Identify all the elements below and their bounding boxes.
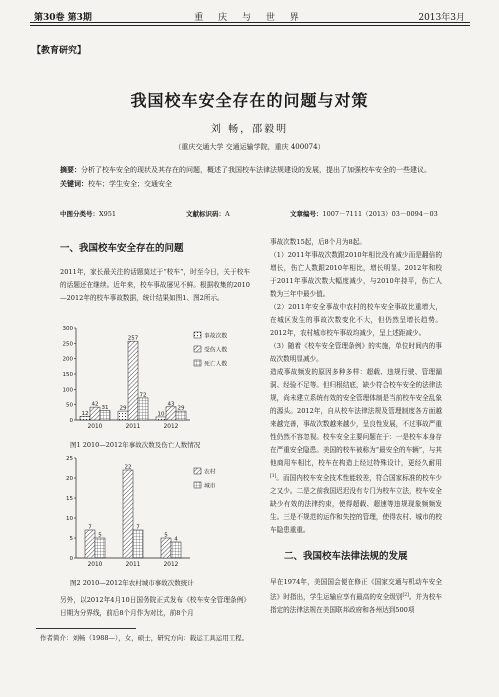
keywords: 关键词：校车；学生安全；交通安全 [60,179,172,188]
data-label: 72 [139,392,147,399]
data-label: 22 [124,464,132,471]
affiliation: （重庆交通大学 交通运输学院，重庆 400074） [174,143,325,151]
right-paragraph-5: 造成事故频发的原因多种多样：超载、违规行驶、管理漏洞、经验不足等。但归根结底，缺少符合校车安全的法律法规，尚未建立系统有效的安全管理体制是当前校车安全乱象的源头。2012年，自从校车法律法规及管理制度各方面越来越完善，事故次数越来越少，呈良性发展，不过事故严重性仍然不容忽视。校车安全主要问题在于：一是校车本身存在严重安全隐患。美国的校车被称为“最安全的车辆”，与其他商用车相比，校车在构造上经过特殊设计，更经久耐用[1]。而国内校车安全技术性能较差，符合国家标准的校车少之又少。二是之前我国迟迟没有专门为校车立法，校车安全缺少有效的法律约束，使得超载、超速等违规现象频频发生。三是不规范的运作和失控的管理，使得农村、城市的校车隐患重重。 [270,368,442,535]
left-paragraph-1: 2011年，家长最关注的话题莫过于“校车”，时至今日，关于校车的话题还在继续。近年来，校车事故屡见不鲜。根据收集的2010—2012年的校车事故数据，统计结果如图1、图2所示。 [60,268,250,302]
bar-死亡人数-2011 [138,398,148,420]
y-tick-label: 0 [69,418,73,424]
y-tick-label: 25 [66,456,73,462]
y-tick-label: 150 [62,372,73,378]
right-paragraph-3: （2）2011年安全事故中农村的校车安全事故比重增大，在城区发生的事故次数变化不大，但仍然呈增长趋势。2012年，农村城市校车事故均减少，呈上述距减少。 [270,303,442,337]
bar-受伤人数-2010 [90,407,100,420]
legend-swatch [194,482,201,488]
section-heading-2: 二、我国校车法律法规的发展 [284,551,408,562]
bar-死亡人数-2010 [100,410,110,420]
section-heading-1: 一、我国校车安全存在的问题 [60,243,184,254]
data-label: 29 [119,405,127,412]
x-tick-label: 2011 [125,562,141,568]
legend-label: 事故次数 [204,333,228,340]
bar-农村-2010 [85,530,95,558]
author-footnote: 作者简介：刘畅（1988—），女，硕士，研究方向：载运工具运用工程。 [40,634,249,642]
header-rule-thin [30,25,470,26]
figure-1-chart [52,322,252,438]
data-label: 42 [91,401,99,408]
legend-swatch [194,360,201,366]
x-tick-label: 2010 [87,424,103,430]
x-tick-label: 2011 [125,424,141,430]
legend-swatch [194,468,201,474]
data-label: 10 [157,411,165,418]
legend-label: 死亡人数 [204,361,228,368]
y-tick-label: 250 [62,341,73,348]
y-tick-label: 0 [69,556,73,562]
citation-1: [1] [270,474,277,479]
bar-农村-2012 [161,538,171,558]
data-label: 43 [167,401,175,408]
right-paragraph-2: （1）2011年事故次数跟2010年相比没有减少而是翻倍的增长，伤亡人数跟2010年相比，增长明显。2012年和校于2011年事故次数大幅度减少，与2010年持平，伤亡人数为三年中最少值。 [270,251,442,298]
citation-2: [2] [402,593,409,598]
data-label: 5 [164,532,168,539]
x-tick-label: 2010 [87,562,103,568]
issue-date: 2013年3月 [418,13,465,23]
right-paragraph-4: （3）随着《校车安全管理条例》的实施，单位时间内的事故次数明显减少。 [270,342,442,363]
right-paragraph-1: 事故次数15起，后8个月为8起。 [270,238,366,246]
data-label: 4 [174,536,178,543]
paper-title: 我国校车安全存在的问题与对策 [130,91,369,110]
legend-swatch [194,346,201,352]
footnote-rule [36,628,136,629]
bar-事故次数-2011 [118,411,128,420]
figure-1-caption: 图1 2010—2012年事故次数及伤亡人数情况 [70,441,201,449]
y-tick-label: 200 [62,356,73,363]
data-label: 7 [88,524,92,531]
right-column [270,236,442,537]
legend-swatch [194,332,201,338]
bar-农村-2011 [123,470,133,558]
abstract: 摘要：分析了校车安全的现状及其存在的问题，概述了我国校车法律法规建设的发展，提出了加强校车安全的一些建议。 [60,165,431,174]
y-tick-label: 5 [69,536,73,542]
bar-城市-2012 [171,542,181,558]
journal-name: 重 庆 与 世 界 [194,13,305,23]
column-tag: 【教育研究】 [32,46,87,56]
document-code: 文献标识码：A [186,210,230,218]
bar-受伤人数-2011 [128,341,138,420]
y-tick-label: 300 [62,326,73,332]
y-tick-label: 15 [66,496,73,502]
abstract-block [60,163,440,191]
y-tick-label: 10 [66,516,73,522]
journal-volume: 第30卷 第3期 [34,13,92,23]
data-label: 5 [98,532,102,539]
bar-城市-2011 [133,530,143,558]
legend-label: 农村 [204,469,216,476]
data-label: 29 [177,405,185,412]
data-label: 7 [136,524,140,531]
legend-label: 受伤人数 [204,347,228,354]
data-label: 31 [101,404,109,411]
y-tick-label: 50 [66,402,73,409]
left-paragraph-2: 另外，以2012年4月10日国务院正式发布《校车安全管理条例》日期为分界线，前后8个月作为对比，前8个月 [60,596,250,617]
header-rule [30,22,470,23]
x-tick-label: 2012 [163,424,179,430]
y-tick-label: 20 [66,476,73,482]
clc-number: 中图分类号：X951 [60,210,117,218]
figure-2-chart [52,452,252,578]
bar-事故次数-2010 [80,416,90,420]
right-paragraph-6: 早在1974年，美国国会便在修正《国家交通与机动车安全法》时指出，学生运输应享有最高的安全级别[2]。并为校车指定的法律法规在美国联邦政府和各州达到500项 [270,578,442,615]
y-tick-label: 100 [62,387,73,394]
bar-死亡人数-2012 [176,411,186,420]
data-label: 257 [127,335,139,342]
legend-label: 城市 [204,483,216,490]
running-header [0,4,499,24]
x-tick-label: 2012 [163,562,179,568]
article-number: 文章编号：1007－7111（2013）03－0094－03 [290,210,438,218]
data-label: 12 [81,410,89,417]
bar-城市-2010 [95,538,105,558]
authors: 刘 畅，邵毅明 [210,124,289,135]
figure-2-caption: 图2 2010—2012年农村城市事故次数统计 [70,579,194,587]
bar-受伤人数-2012 [166,407,176,420]
